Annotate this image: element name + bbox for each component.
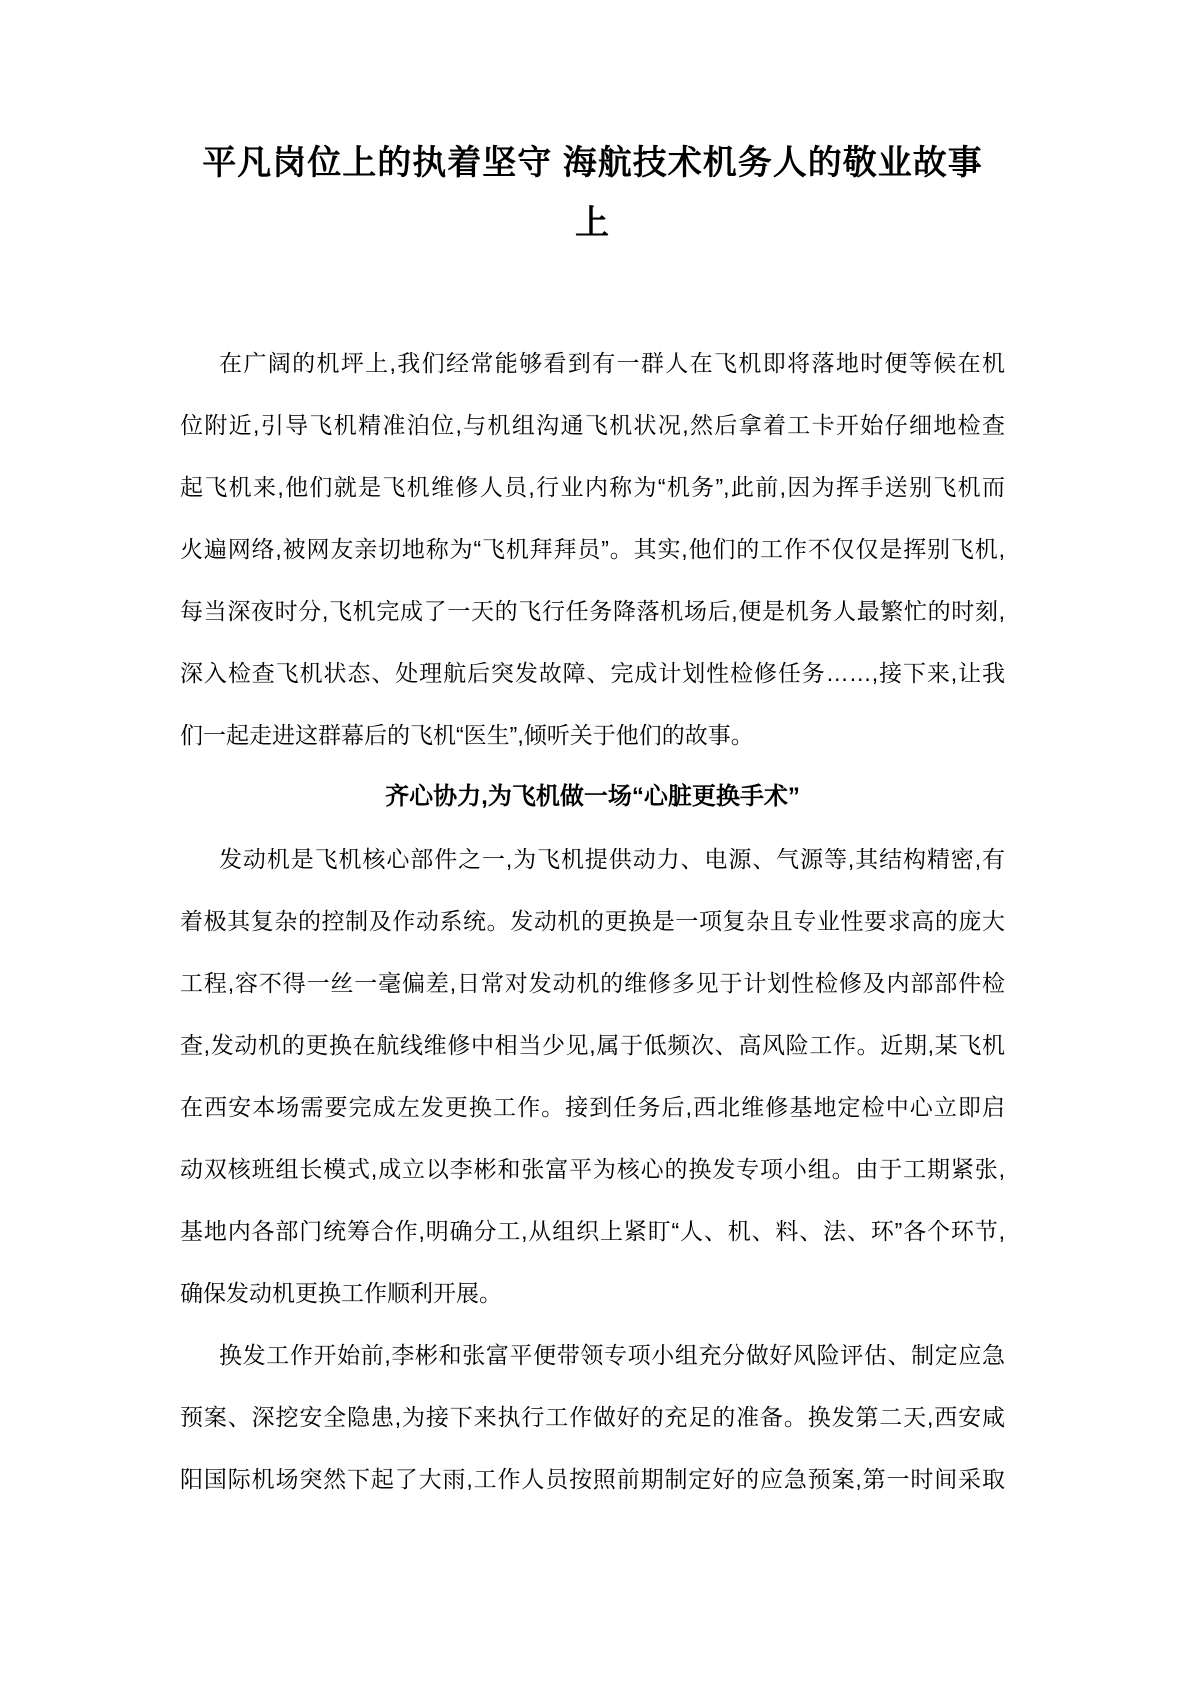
text-line: 们一起走进这群幕后的飞机“医生”,倾听关于他们的故事。	[180, 722, 754, 748]
title-line-1: 平凡岗位上的执着坚守 海航技术机务人的敬业故事	[202, 144, 983, 182]
text-line: 火遍网络,被网友亲切地称为“飞机拜拜员”。其实,他们的工作不仅仅是挥别飞机,	[180, 536, 1005, 562]
title-line-2: 上	[575, 204, 610, 242]
section-heading: 齐心协力,为飞机做一场“心脏更换手术”	[385, 783, 800, 810]
text-line: 确保发动机更换工作顺利开展。	[180, 1280, 502, 1306]
text-line: 工程,容不得一丝一毫偏差,日常对发动机的维修多见于计划性检修及内部部件检	[180, 970, 1005, 996]
text-line: 位附近,引导飞机精准泊位,与机组沟通飞机状况,然后拿着工卡开始仔细地检查	[180, 412, 1005, 438]
document-body	[180, 332, 1005, 1510]
text-line: 预案、深挖安全隐患,为接下来执行工作做好的充足的准备。换发第二天,西安咸	[180, 1404, 1005, 1430]
text-line: 着极其复杂的控制及作动系统。发动机的更换是一项复杂且专业性要求高的庞大	[180, 908, 1005, 934]
text-line: 每当深夜时分,飞机完成了一天的飞行任务降落机场后,便是机务人最繁忙的时刻,	[180, 598, 1005, 624]
text-line: 起飞机来,他们就是飞机维修人员,行业内称为“机务”,此前,因为挥手送别飞机而	[180, 474, 1005, 500]
text-line: 发动机是飞机核心部件之一,为飞机提供动力、电源、气源等,其结构精密,有	[219, 846, 1005, 872]
text-line: 换发工作开始前,李彬和张富平便带领专项小组充分做好风险评估、制定应急	[219, 1342, 1005, 1368]
text-line: 深入检查飞机状态、处理航后突发故障、完成计划性检修任务……,接下来,让我	[180, 660, 1005, 686]
document-title	[180, 133, 1005, 253]
text-line: 查,发动机的更换在航线维修中相当少见,属于低频次、高风险工作。近期,某飞机	[180, 1032, 1005, 1058]
text-line: 在西安本场需要完成左发更换工作。接到任务后,西北维修基地定检中心立即启	[180, 1094, 1005, 1120]
paragraph-2	[180, 828, 1005, 1324]
text-line: 动双核班组长模式,成立以李彬和张富平为核心的换发专项小组。由于工期紧张,	[180, 1156, 1005, 1182]
paragraph-1	[180, 332, 1005, 766]
text-line: 在广阔的机坪上,我们经常能够看到有一群人在飞机即将落地时便等候在机	[219, 350, 1005, 376]
text-line: 阳国际机场突然下起了大雨,工作人员按照前期制定好的应急预案,第一时间采取	[180, 1466, 1005, 1492]
paragraph-3	[180, 1324, 1005, 1510]
text-line: 基地内各部门统筹合作,明确分工,从组织上紧盯“人、机、料、法、环”各个环节,	[180, 1218, 1005, 1244]
